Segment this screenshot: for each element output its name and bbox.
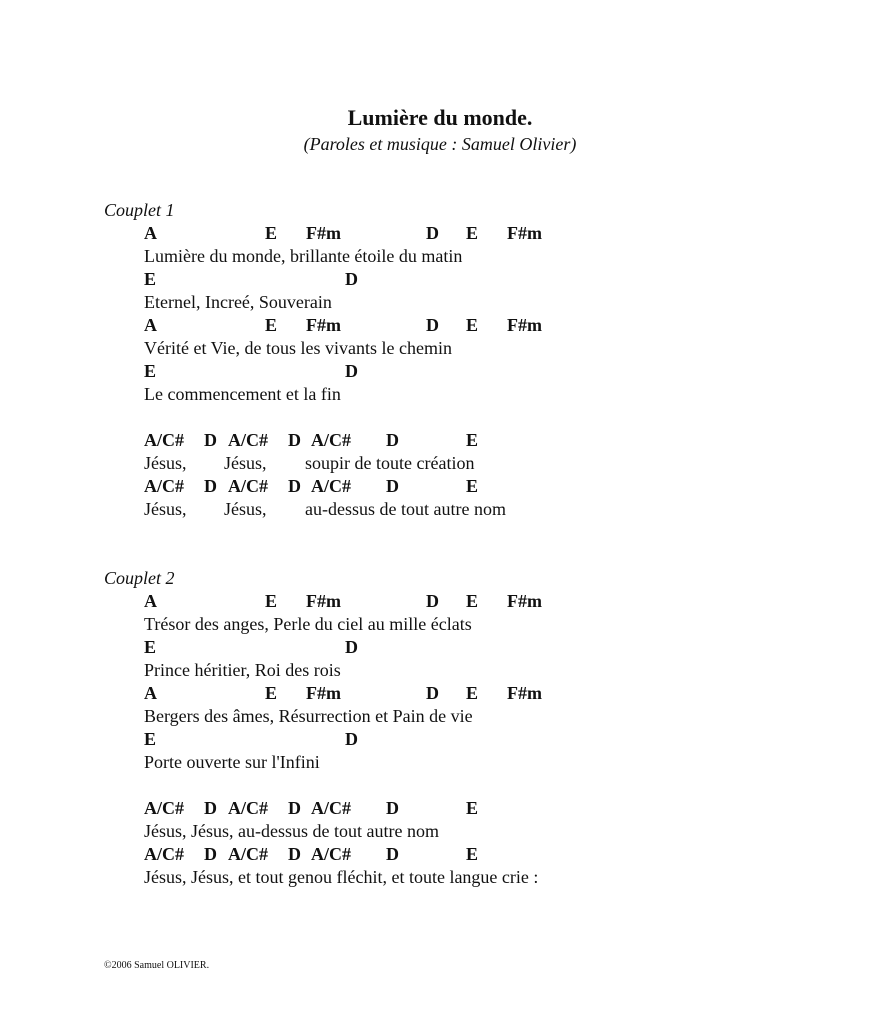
lyric-line: Prince héritier, Roi des rois xyxy=(144,660,341,680)
chord: F#m xyxy=(507,315,542,335)
chord-line xyxy=(0,475,700,497)
chord-line xyxy=(0,797,700,819)
chord-line xyxy=(0,429,700,451)
lyric-segment: Jésus, xyxy=(224,453,267,473)
chord: D xyxy=(386,798,399,818)
chord: A/C# xyxy=(228,430,268,450)
chord: A/C# xyxy=(144,476,184,496)
lyric-line: Eternel, Increé, Souverain xyxy=(144,292,332,312)
chord: F#m xyxy=(306,683,341,703)
chord: D xyxy=(345,269,358,289)
chord: D xyxy=(345,361,358,381)
chord: E xyxy=(265,223,278,243)
chord: F#m xyxy=(306,315,341,335)
chord: D xyxy=(426,591,439,611)
chord: D xyxy=(386,430,399,450)
chord: D xyxy=(204,476,217,496)
chord: D xyxy=(204,430,217,450)
chord: D xyxy=(345,729,358,749)
chord: E xyxy=(466,223,479,243)
chord: A xyxy=(144,591,157,611)
lyric-line: Jésus, Jésus, au-dessus de tout autre nom xyxy=(144,821,439,841)
lyric-line: Trésor des anges, Perle du ciel au mille éclats xyxy=(144,614,472,634)
chord: A/C# xyxy=(144,798,184,818)
song-title: Lumière du monde. xyxy=(347,105,533,130)
lyric-line: Le commencement et la fin xyxy=(144,384,341,404)
chord: D xyxy=(386,476,399,496)
chord: D xyxy=(204,844,217,864)
chord: E xyxy=(466,683,479,703)
chord-line xyxy=(0,728,700,750)
chord: D xyxy=(426,223,439,243)
lyric-segment: Jésus, xyxy=(144,499,187,519)
lyric-segment: Jésus, xyxy=(224,499,267,519)
chord: E xyxy=(144,269,157,289)
chord: E xyxy=(466,591,479,611)
chord: D xyxy=(288,844,301,864)
couplet-2-label: Couplet 2 xyxy=(104,568,175,588)
chord: E xyxy=(265,591,278,611)
chord: D xyxy=(426,315,439,335)
chord: A xyxy=(144,315,157,335)
chord: F#m xyxy=(507,223,542,243)
chord: A/C# xyxy=(228,798,268,818)
chord: D xyxy=(288,476,301,496)
chord: E xyxy=(466,476,479,496)
chord: A/C# xyxy=(144,430,184,450)
chord: E xyxy=(466,844,479,864)
chord: E xyxy=(265,315,278,335)
chord: E xyxy=(144,361,157,381)
chord-line xyxy=(0,268,700,290)
chord: A/C# xyxy=(311,430,351,450)
chord: D xyxy=(288,430,301,450)
chord-line xyxy=(0,682,700,704)
chord-line xyxy=(0,314,700,336)
chord: F#m xyxy=(306,591,341,611)
chord-line xyxy=(0,636,700,658)
chord: F#m xyxy=(507,683,542,703)
lyric-line xyxy=(0,498,700,520)
chord: A/C# xyxy=(311,476,351,496)
lyric-line xyxy=(0,452,700,474)
chord: E xyxy=(144,637,157,657)
chord: E xyxy=(466,798,479,818)
chord-line xyxy=(0,843,700,865)
chord: D xyxy=(345,637,358,657)
chord: D xyxy=(386,844,399,864)
chord: F#m xyxy=(306,223,341,243)
chord: D xyxy=(288,798,301,818)
chord: A/C# xyxy=(311,844,351,864)
copyright-footer: ©2006 Samuel OLIVIER. xyxy=(104,960,210,971)
chord: D xyxy=(426,683,439,703)
lyric-line: Vérité et Vie, de tous les vivants le chemin xyxy=(144,338,453,358)
chord: A xyxy=(144,683,157,703)
lyric-segment: Jésus, xyxy=(144,453,187,473)
chord: F#m xyxy=(507,591,542,611)
chord: E xyxy=(144,729,157,749)
chord: E xyxy=(466,315,479,335)
lyric-line: Bergers des âmes, Résurrection et Pain de vie xyxy=(144,706,473,726)
chord: D xyxy=(204,798,217,818)
chord: E xyxy=(265,683,278,703)
couplet-1-label: Couplet 1 xyxy=(104,200,175,220)
chord: A/C# xyxy=(228,844,268,864)
chord-line xyxy=(0,590,700,612)
chord-line xyxy=(0,222,700,244)
lyric-segment: soupir de toute création xyxy=(305,453,475,473)
chord: A/C# xyxy=(228,476,268,496)
chord-line xyxy=(0,360,700,382)
lyric-line: Jésus, Jésus, et tout genou fléchit, et toute langue crie : xyxy=(144,867,539,887)
song-credits: (Paroles et musique : Samuel Olivier) xyxy=(303,134,577,154)
chord: A xyxy=(144,223,157,243)
chord: E xyxy=(466,430,479,450)
chord: A/C# xyxy=(311,798,351,818)
lyric-line: Lumière du monde, brillante étoile du matin xyxy=(144,246,463,266)
lyric-segment: au-dessus de tout autre nom xyxy=(305,499,506,519)
chord: A/C# xyxy=(144,844,184,864)
lyric-line: Porte ouverte sur l'Infini xyxy=(144,752,320,772)
